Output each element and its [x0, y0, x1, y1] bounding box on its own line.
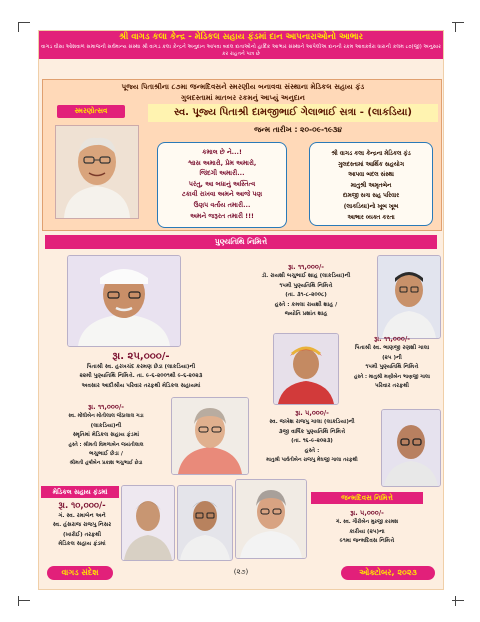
entry-line: હસ્તે : કમલા રાયશી શાહ / [274, 301, 338, 308]
entry-line: (ખારોઈ) તરફથી [62, 531, 102, 538]
medical-fund-label: મેડિકલ સહાય ફંડમાં [41, 486, 119, 498]
issue-date: ઓક્ટોબર, ૨૦૨૩ [341, 566, 435, 580]
entry-line: ગં. સ્વ. રમાબેન અને [58, 513, 106, 519]
donation-amount: રૂા. ૧૧,૦૦૦/- [374, 335, 410, 343]
entry-line: ૨૨મી પુણ્યતિથિ નિમિત્તે. તા. ૯-૬-૨૦૦૧થી ૯-૬-૨૦૨૩ [79, 373, 203, 380]
thanks-line: આભાર વ્યક્ત કરતા [347, 214, 395, 221]
entry-line: (લાકડિયા)ની [90, 422, 122, 429]
entry-line: ૯૧મા જન્મદિવસ નિમિત્તે [339, 538, 395, 545]
donor-photo-4 [171, 397, 249, 475]
page-number: (૨૭) [233, 568, 249, 576]
entry-line: ૧૫મી પુણ્યતિથિ નિમિત્તે [279, 282, 333, 289]
donation-entry-4 [41, 403, 171, 469]
entry-line: હસ્તે : માતુશ્રી મણીબેન ભાણજી ગાલા [353, 373, 431, 380]
entry-line: મેડિકલ સહાય ફંડમાં [58, 541, 106, 548]
entry-line: સ્વ. હંસરાજ રાજપુ નિસર [52, 522, 112, 529]
poem-line: શ્વાસ અમારો, પ્રેમ અમારો, [187, 158, 257, 167]
headline-line-2: ગુલદસ્તામાં માતબર રકમનું આપ્યું અનુદાન [180, 92, 306, 102]
section-title: પુણ્યતિથિ નિમિત્તે [214, 237, 268, 246]
donation-amount: રૂા. ૫,૦૦૦/- [295, 409, 329, 417]
birthday-label: જન્મદિવસ નિમિત્તે [311, 492, 423, 504]
entry-line: (૨૫ )ની [382, 354, 402, 361]
entry-line: હસ્તે : [304, 447, 320, 454]
donor-photo-3 [273, 333, 339, 405]
entry-line: ૧૫મી પુણ્યતિથિ નિમિત્તે [365, 364, 419, 371]
donation-entry-2 [235, 263, 377, 319]
crop-mark [452, 12, 464, 23]
donation-entry-6 [41, 501, 123, 550]
entry-line: ગં. સ્વ. ગૌરીબેન મુરજી કરમશ [335, 519, 399, 526]
thanks-line: આપવા બદલ સંસ્થા [348, 172, 394, 179]
poem-line: પરંતુ, આ બધાનું અસ્તિત્વ [188, 179, 256, 188]
donor-photo-5 [381, 409, 441, 487]
poem-line: ટકાવી રાખવા અમને આજે પણ [181, 190, 263, 199]
poem-box [157, 142, 287, 228]
donation-entry-5 [245, 409, 379, 465]
headline-line-1: પૂજ્ય પિતાશ્રીના ૮૭મા જન્મદિવસને સ્મરણીય બનાવવા સંસ્થાના મેડિકલ સહાય ફંડ [121, 82, 365, 91]
entry-line: જ્યોતિ પ્રશાંત શાહ [284, 311, 328, 318]
donation-entry-3 [343, 335, 441, 391]
entry-line: અવસાર આદીશ્રીય પરિવાર તરફથી મેડિકલ સહાયમાં [81, 382, 201, 389]
crop-mark [452, 600, 464, 611]
poem-line: જિંદગી અમારી... [199, 169, 245, 178]
poem-line: ઉણપ વર્તાય તમારી... [193, 200, 251, 209]
thanks-line: (લાકડિયા)નો ખૂબ ખૂબ [343, 203, 399, 210]
thanks-line: દામજી સત્રા સહ પરિવાર [342, 193, 400, 200]
donation-amount: રૂા. ૧૧,૦૦૦/- [88, 403, 124, 411]
remembrance-tag: સ્મરણોત્સવ [57, 105, 125, 118]
banner-title: શ્રી વાગડ કલા કેન્દ્ર - મેડિકલ સહાય ફંડમાં દાન આપનારાઓનો આભાર [118, 32, 364, 42]
entry-line: માતુશ્રી પાર્વતીબેન રાજપુ મેઘજી ગાલા તરફથી [266, 457, 358, 464]
magazine-page [38, 30, 444, 590]
poem-line: અમને જરૂરત તમારી !!! [190, 211, 254, 220]
donor-photo-6a [121, 485, 175, 561]
thanks-box [309, 142, 433, 226]
crop-mark [8, 22, 19, 32]
date-of-birth: જન્મ તારીખ : ૨૦-૦૯-૧૯૩૪ [254, 125, 342, 134]
donor-photo-6b [177, 485, 233, 561]
entry-line: (તા. ૧૬-૯-૨૦૨૩) [291, 438, 333, 445]
entry-line: હસ્તે : શ્રીમતી વિમળાબેન જયંતીલાલ [68, 441, 144, 448]
section-title-bar [45, 235, 437, 249]
page-footer [39, 563, 443, 589]
memorial-headline [51, 82, 435, 103]
entry-line: સ્મૃતિમાં મેડિકલ સહાય ફંડમાં [72, 432, 140, 439]
publication-name: વાગડ સંદેશ [47, 566, 113, 580]
entry-line: સ્વ. મોંઘીબેન મોતીલાલ જેઠાલાલ ગડા [68, 413, 144, 420]
donation-amount: રૂા. ૫,૦૦૦/- [350, 509, 384, 517]
crop-mark [455, 22, 466, 32]
entry-line: પિતાશ્રી સ્વ. ભાણજી રણશી ગાલા [354, 345, 430, 352]
donor-photo-2 [377, 255, 441, 339]
entry-line: (તા. ૩૧-૮-૨૦૦૮) [285, 292, 327, 299]
entry-line: સ્વ. જખેશ રાજપુ ગાલા (લાકડિયા)ની [269, 419, 355, 426]
entry-line: ૩જી વાર્ષિક પુણ્યતિથિ નિમિત્તે [278, 428, 346, 435]
donation-amount: રૂા. ૨૫,૦૦૦/- [112, 351, 170, 362]
honoree-name-bar [148, 104, 438, 122]
entry-line: પરિવાર તરફથી [375, 383, 409, 390]
thanks-line: શ્રી વાગડ કલા કેન્દ્રના મેડિકલ ફંડ [331, 151, 411, 157]
crop-mark [18, 12, 30, 23]
donation-entry-1 [43, 351, 239, 391]
donor-photo-7 [235, 479, 307, 559]
donation-entry-7 [311, 509, 423, 547]
entry-line: શ્રીમતી હર્ષાબેન પ્રકાશ ભચુભાઈ છેડા [69, 460, 143, 467]
poem-line: કમાલ છે ને...! [202, 148, 242, 156]
honoree-portrait [55, 125, 139, 219]
donor-photo-1 [67, 255, 181, 347]
donation-amount: રૂા. ૧૦,૦૦૦/- [58, 501, 106, 511]
thanks-line: માતુશ્રી અમૃતબેન [350, 182, 392, 189]
thanks-banner [39, 31, 443, 59]
honoree-name: સ્વ. પૂજ્ય પિતાશ્રી દામજીભાઈ ગેલાભાઈ સત્રા - (લાકડિયા) [174, 107, 412, 118]
donation-amount: રૂા. ૧૧,૦૦૦/- [288, 263, 324, 271]
banner-subtitle: વાગડ વીસા ઓશવાળ સમાજની સર્વમાન્ય સંસ્થા શ્રી વાગડ કલા કેન્દ્રને અનુદાન આપવા બદલ દાતાઓનો હાર્દિક આભાર સંસ્થાને આપેલીઅ દાનની રકમ આવકવેરા ધારાની કલમ ૮૦(જી) અનુસાર કર રાહતને પાત્ર છે [41, 44, 441, 57]
entry-line: પિતાશ્રી સ્વ. હરખચંદ કરમણ છેડા (લાકડિયા)ની [86, 364, 196, 370]
entry-line: ડૉ. રાયશી બચુભાઈ શાહ (લાકડિયા)ની [261, 273, 351, 280]
memorial-box [42, 79, 442, 231]
thanks-line: ગુલદસ્તામાં આર્થિક સહયોગ [337, 161, 404, 168]
entry-line: ભચુભાઈ છેડા / [89, 451, 123, 458]
entry-line: કારીયા (૨૫)ના [349, 528, 385, 535]
crop-mark [18, 600, 30, 611]
